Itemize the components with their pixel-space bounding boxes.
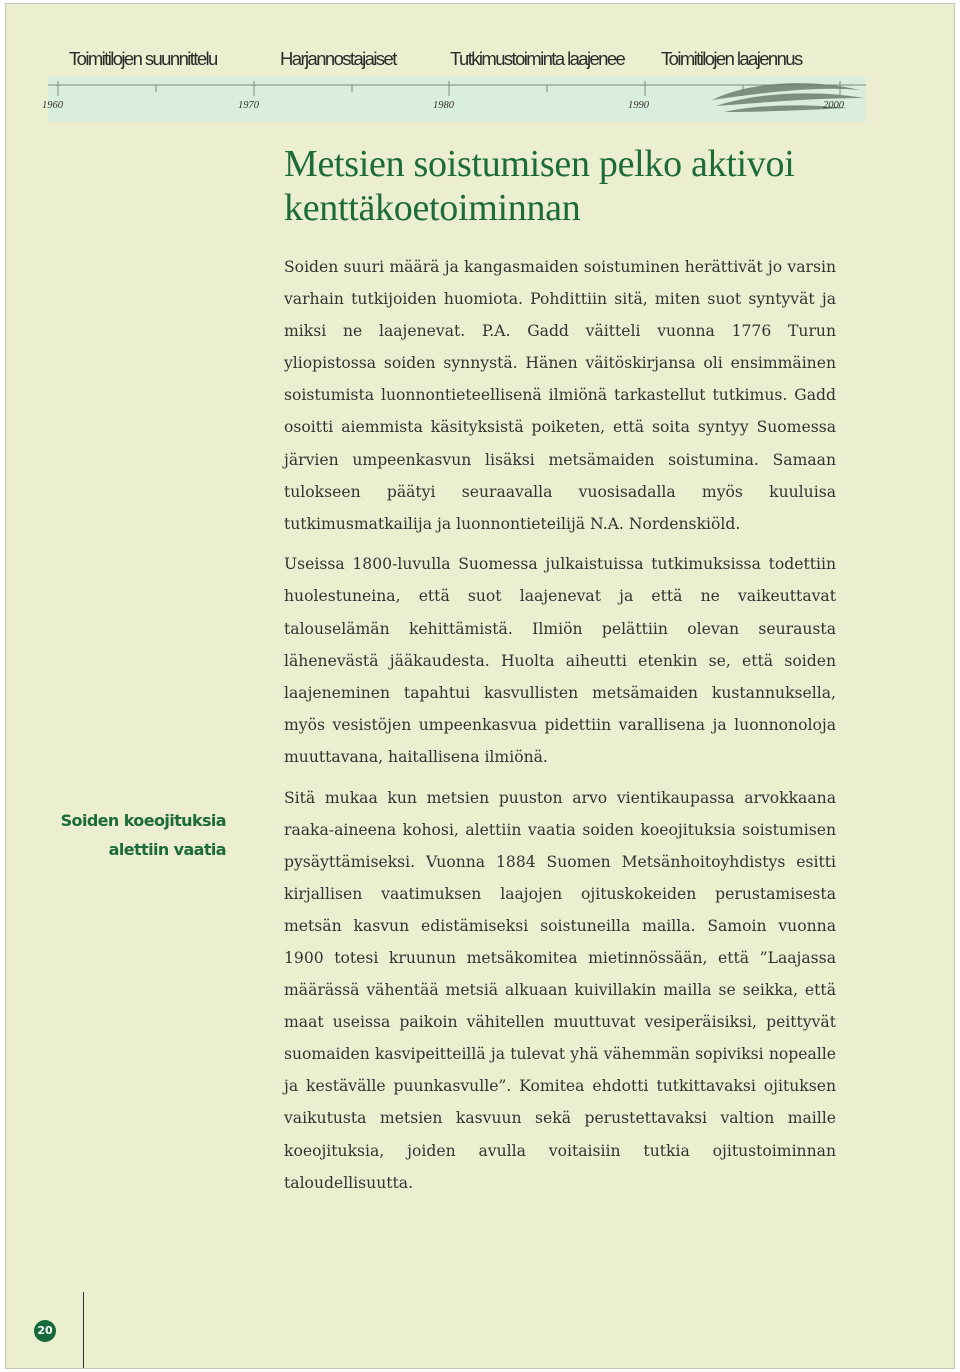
- article-title: Metsien soistumisen pelko aktivoi kenttäkoetoiminnan: [284, 143, 795, 229]
- page: [5, 3, 955, 1369]
- timeline-heading-tutkimustoiminta-laajenee: Tutkimustoiminta laajenee: [450, 48, 625, 69]
- timeline-headings: [6, 48, 954, 78]
- footer-divider: [83, 1292, 84, 1368]
- article-body: [284, 251, 836, 1199]
- timeline-year-1990: 1990: [628, 100, 649, 111]
- timeline-year-1960: 1960: [42, 100, 63, 111]
- paragraph-1: Soiden suuri määrä ja kangasmaiden soistuminen herättivät jo varsin varhain tutkijoiden huomiota. Pohdittiin sitä, miten suot syntyvät ja miksi ne laajenevat. P.A. Gadd väitteli vuonna 1776 Turun yliopistossa soiden synnystä. Hänen väitöskirjansa oli ensimmäinen soistumista luonnontieteellisenä ilmiönä tarkastellut tutkimus. Gadd osoitti aiemmista käsityksistä poiketen, että soita syntyy Suomessa järvien umpeenkasvun lisäksi metsämaiden soistumina. Samaan tulokseen päätyi seuraavalla vuosisadalla myös kuuluisa tutkimusmatkailija ja luonnontieteilijä N.A. Nordenskiöld.: [284, 258, 836, 533]
- timeline-heading-toimitilojen-laajennus: Toimitilojen laajennus: [661, 48, 802, 69]
- paragraph-2: Useissa 1800-luvulla Suomessa julkaistuissa tutkimuksissa todettiin huolestuneina, että suot laajenevat ja että ne vaikeuttavat talouselämän kehittämistä. Ilmiön pelättiin olevan seurausta lähenevästä jääkaudesta. Huolta aiheutti etenkin se, että soiden laajeneminen tapahtui kasvullisten metsämaiden kustannuksella, myös vesistöjen umpeenkasvua pidettiin varallisena ja luonnonoloja muuttavana, haitallisena ilmiönä.: [284, 555, 836, 766]
- timeline-band: [48, 76, 866, 122]
- timeline-ruler: [48, 76, 866, 122]
- timeline-year-1980: 1980: [433, 100, 454, 111]
- timeline-year-2000: 2000: [823, 100, 844, 111]
- page-number-badge: 20: [34, 1320, 56, 1342]
- timeline-heading-harjannostajaiset: Harjannostajaiset: [280, 48, 396, 69]
- side-heading-line-2: alettiin vaatia: [108, 840, 226, 859]
- side-heading: [46, 806, 226, 864]
- side-heading-line-1: Soiden koeojituksia: [60, 811, 226, 830]
- timeline-year-1970: 1970: [238, 100, 259, 111]
- paragraph-3: Sitä mukaa kun metsien puuston arvo vientikaupassa arvokkaana raaka-aineena kohosi, alettiin vaatia soiden koeojituksia soistumisen pysäyttämiseksi. Vuonna 1884 Suomen Metsänhoitoyhdistys esitti kirjallisen vaatimuksen laajojen ojituskokeiden perustamisesta metsän kasvun edistämiseksi soistuneilla mailla. Samoin vuonna 1900 totesi kruunun metsäkomitea mietinnössään, että ”Laajassa määrässä vähentää metsiä alkuaan kuivillakin mailla se seikka, että maat useissa paikoin vähitellen muuttuvat vesiperäisiksi, peittyvät suomaiden kasvipeitteillä ja tulevat yhä vähemmän sopiviksi nopealle ja kestävälle puunkasvulle”. Komitea ehdotti tutkittavaksi ojituksen vaikutusta metsien kasvuun sekä perustettavaksi valtion maille koeojituksia, joiden avulla voitaisiin tutkia ojitustoiminnan taloudellisuutta.: [284, 788, 836, 1192]
- timeline-heading-toimitilojen-suunnittelu: Toimitilojen suunnittelu: [69, 48, 217, 69]
